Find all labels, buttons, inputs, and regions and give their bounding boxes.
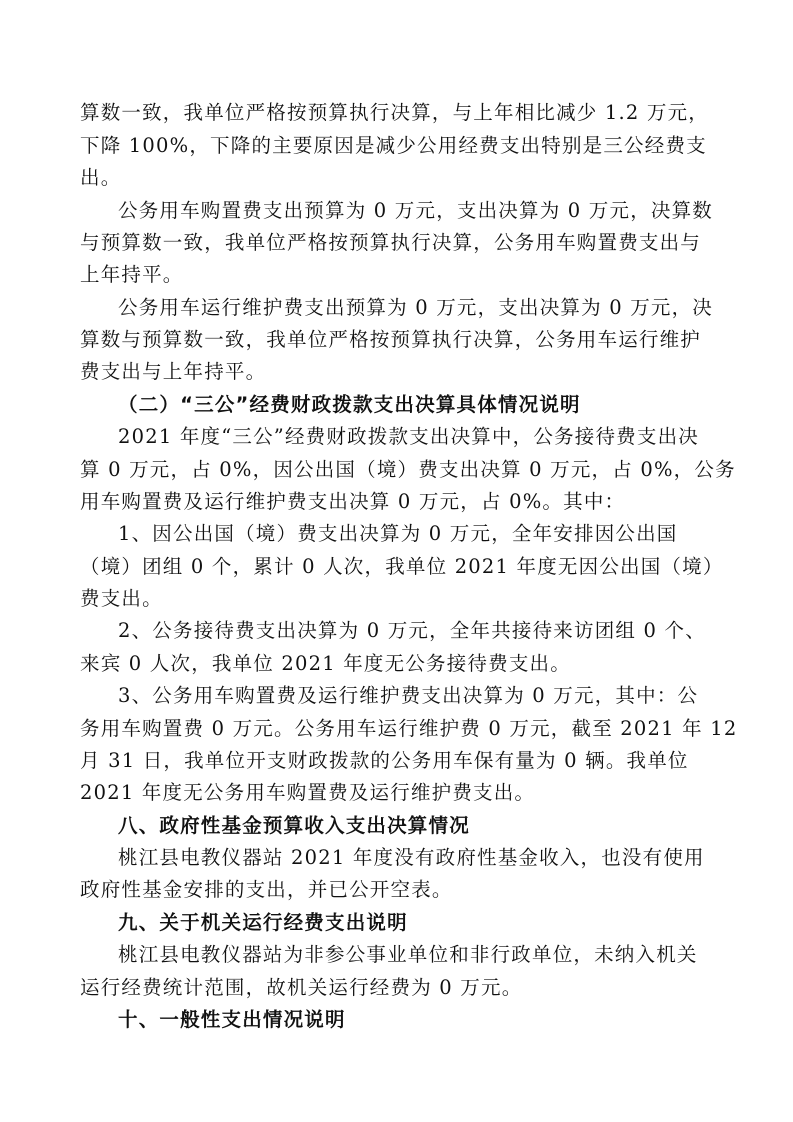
- text-line: 费支出。: [80, 587, 163, 610]
- section-heading: 九、关于机关运行经费支出说明: [118, 911, 408, 934]
- text-line: 2021 年度无公务用车购置费及运行维护费支出。: [80, 781, 536, 804]
- text-line: 2、公务接待费支出决算为 0 万元，全年共接待来访团组 0 个、: [118, 619, 706, 642]
- text-line: 来宾 0 人次，我单位 2021 年度无公务接待费支出。: [80, 652, 571, 675]
- text-line: 算 0 万元，占 0%，因公出国（境）费支出决算 0 万元，占 0%，公务: [80, 458, 736, 481]
- section-heading: 十、一般性支出情况说明: [118, 1008, 346, 1031]
- text-line: 出。: [80, 166, 122, 189]
- text-line: 桃江县电教仪器站为非参公事业单位和非行政单位，未纳入机关: [118, 943, 698, 966]
- section-heading: 八、政府性基金预算收入支出决算情况: [118, 814, 470, 837]
- text-line: 月 31 日，我单位开支财政拨款的公务用车保有量为 0 辆。我单位: [80, 749, 689, 772]
- text-line: 1、因公出国（境）费支出决算为 0 万元，全年安排因公出国: [118, 522, 678, 545]
- text-line: 与预算数一致，我单位严格按预算执行决算，公务用车购置费支出与: [80, 231, 702, 254]
- text-line: 3、公务用车购置费及运行维护费支出决算为 0 万元，其中：公: [118, 684, 699, 707]
- text-line: 算数一致，我单位严格按预算执行决算，与上年相比减少 1.2 万元，: [80, 101, 710, 124]
- text-line: 用车购置费及运行维护费支出决算 0 万元，占 0%。其中：: [80, 490, 626, 513]
- text-line: 上年持平。: [80, 263, 184, 286]
- text-line: 务用车购置费 0 万元。公务用车运行维护费 0 万元，截至 2021 年 12: [80, 717, 738, 740]
- section-heading: （二）“三公”经费财政拨款支出决算具体情况说明: [118, 393, 581, 416]
- text-line: 下降 100%，下降的主要原因是减少公用经费支出特别是三公经费支: [80, 134, 707, 157]
- text-line: 费支出与上年持平。: [80, 360, 267, 383]
- text-line: 公务用车购置费支出预算为 0 万元，支出决算为 0 万元，决算数: [118, 199, 714, 222]
- text-line: （境）团组 0 个，累计 0 人次，我单位 2021 年度无因公出国（境）: [80, 555, 724, 578]
- text-line: 运行经费统计范围，故机关运行经费为 0 万元。: [80, 976, 523, 999]
- text-line: 桃江县电教仪器站 2021 年度没有政府性基金收入，也没有使用: [118, 846, 705, 869]
- text-line: 2021 年度“三公”经费财政拨款支出决算中，公务接待费支出决: [118, 425, 699, 448]
- text-line: 政府性基金安排的支出，并已公开空表。: [80, 878, 453, 901]
- text-line: 公务用车运行维护费支出预算为 0 万元，支出决算为 0 万元，决: [118, 296, 714, 319]
- text-line: 算数与预算数一致，我单位严格按预算执行决算，公务用车运行维护: [80, 328, 702, 351]
